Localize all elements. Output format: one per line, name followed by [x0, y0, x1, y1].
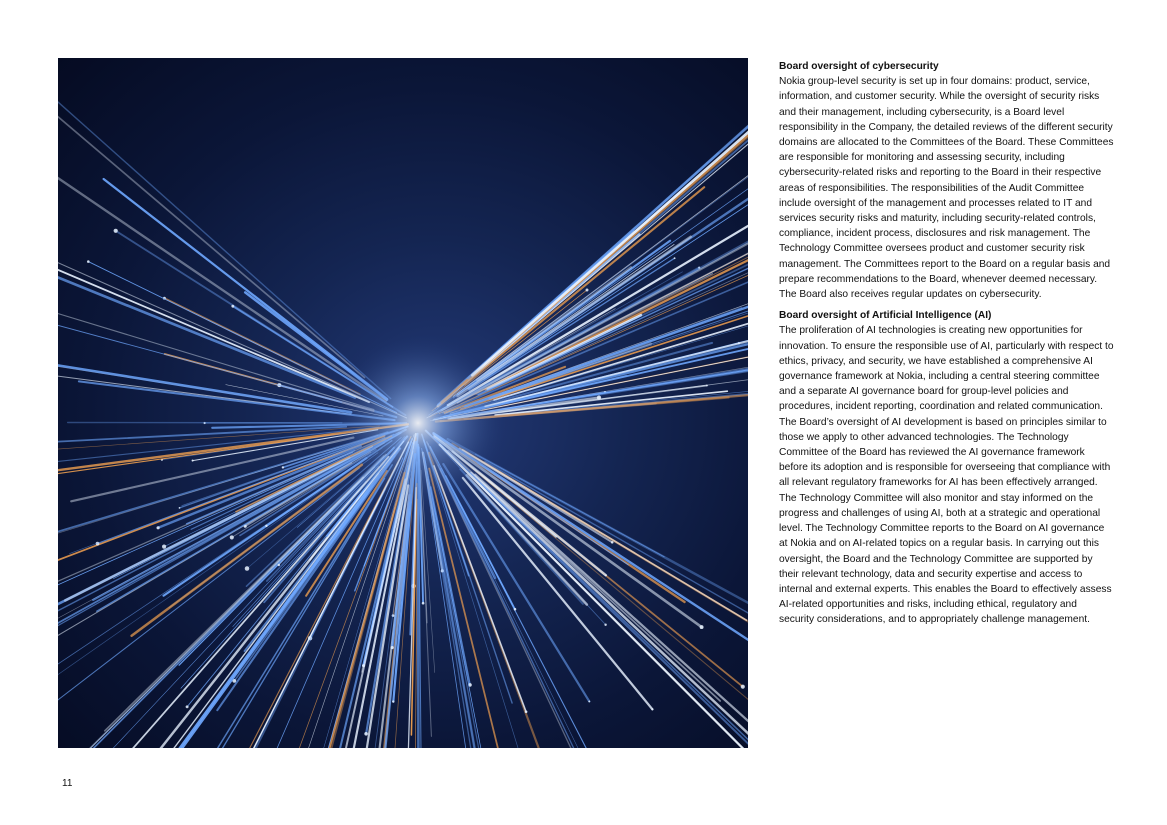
light-spark [230, 535, 234, 539]
light-spark [114, 229, 118, 233]
light-spark [87, 260, 90, 263]
section-body-cybersecurity: Nokia group-level security is set up in four domains: product, service, information, and customer security. While the oversight of security risks and their management, including cybersecurity, is a Board level responsibility in the Company, the detailed reviews of the different security domains are allocated to the Committees of the Board. These Committees are responsible for monitoring and assessing security, including cybersecurity-related risks and reporting to the Board in their respective areas of responsibilities. The responsibilities of the Audit Committee include oversight of the management and processes related to IT and services security risks and maturity, including security-related controls, compliance, incident process, disclosures and risk management. The Technology Committee oversees product and customer security risk management. The Committees report to the Board on a regular basis and prepare recommendations to the Board, whenever deemed necessary. The Board also receives regular updates on cybersecurity. [779, 76, 1114, 301]
light-spark [245, 566, 250, 571]
light-trail [58, 159, 386, 402]
light-spark [525, 710, 528, 713]
light-spark [604, 623, 606, 625]
light-spark [282, 466, 284, 468]
hero-image [58, 58, 748, 748]
light-spark [651, 708, 653, 710]
light-spark [364, 732, 368, 736]
light-spark [611, 541, 614, 544]
light-trail [324, 473, 404, 748]
light-spark [392, 700, 394, 702]
light-spark [162, 545, 166, 549]
light-spark [605, 574, 607, 576]
light-spark [674, 257, 676, 259]
light-spark [700, 625, 704, 629]
section-heading-cybersecurity: Board oversight of cybersecurity [779, 61, 939, 72]
light-spark [588, 700, 590, 702]
light-trail [58, 349, 342, 411]
light-trail [463, 478, 653, 709]
light-spark [179, 507, 181, 509]
section-body-ai: The proliferation of AI technologies is creating new opportunities for innovation. To ensure the responsible use of AI, particularly with respect to ethics, privacy, and security, we have established a comprehensive AI governance framework at Nokia, including a central steering committee and a separate AI governance board for group-level policies and procedures, incident reporting, coordination and related communication. The Board’s oversight of AI development is based on principles similar to those we apply to other advanced technologies. The Technology Committee of the Board has reviewed the AI governance framework before its adoption and is responsible for overseeing that compliance with all relevant regulatory frameworks for AI has been effectively arranged. The Technology Committee will also monitor and stay informed on the progress and challenges of using AI, both at a strategic and operational level. The Technology Committee reports to the Board on AI governance at Nokia and on AI-related topics on a regular basis. In carrying out this oversight, the Board and the Technology Committee are supported by their relevant technology, data and security expertise and access to internal and external experts. This enables the Board to effectively assess AI-related opportunities and risks, including ethical, regulatory and security considerations, and to appropriately challenge management. [779, 325, 1114, 626]
text-column [779, 59, 1114, 634]
light-trail [58, 58, 391, 399]
light-trails-graphic [58, 58, 748, 748]
section-heading-ai: Board oversight of Artificial Intelligence (AI) [779, 310, 992, 322]
light-spark [265, 525, 267, 527]
light-trail [477, 267, 631, 379]
light-spark [741, 685, 745, 689]
light-spark [586, 289, 589, 292]
light-spark [391, 646, 394, 649]
light-spark [231, 305, 234, 308]
light-spark [278, 564, 280, 566]
light-trail [454, 70, 749, 397]
light-spark [157, 526, 160, 529]
light-spark [422, 602, 425, 605]
page-number: 11 [62, 778, 73, 789]
light-spark [514, 608, 517, 611]
light-trail [58, 273, 355, 397]
light-spark [192, 460, 194, 462]
center-glow [328, 333, 508, 513]
light-spark [186, 705, 189, 708]
